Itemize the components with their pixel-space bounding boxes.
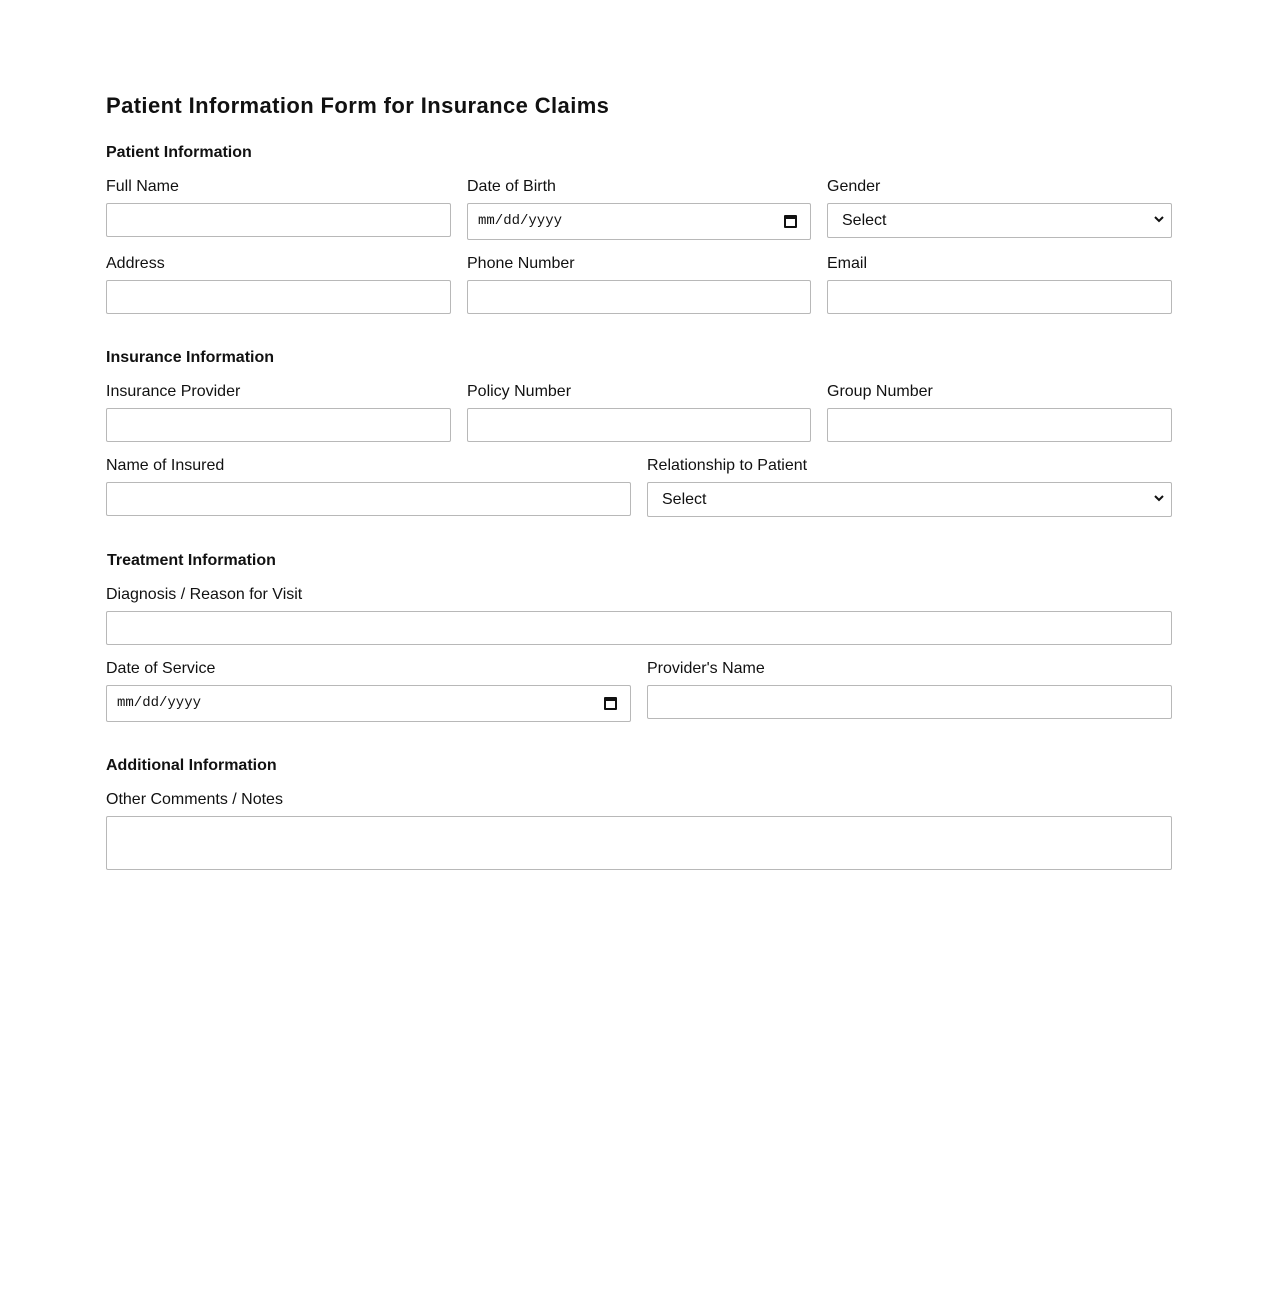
calendar-icon[interactable] xyxy=(604,697,617,710)
comments-field xyxy=(106,792,1172,870)
insurance-provider-field xyxy=(106,384,451,442)
gender-selected-value: Select xyxy=(842,212,887,229)
comments-textarea[interactable] xyxy=(106,816,1172,870)
section-title-patient: Patient Information xyxy=(106,144,252,161)
dob-label: Date of Birth xyxy=(467,178,556,195)
section-title-insurance: Insurance Information xyxy=(106,349,275,366)
policy-number-input[interactable] xyxy=(467,408,811,442)
dob-placeholder: mm/dd/yyyy xyxy=(478,213,563,229)
relationship-label: Relationship to Patient xyxy=(647,457,808,474)
insured-name-input[interactable] xyxy=(106,482,631,516)
relationship-selected-value: Select xyxy=(662,491,707,508)
insurance-provider-input[interactable] xyxy=(106,408,451,442)
phone-label: Phone Number xyxy=(467,255,575,272)
diagnosis-label: Diagnosis / Reason for Visit xyxy=(106,586,303,603)
relationship-select[interactable] xyxy=(647,482,1172,517)
group-number-input[interactable] xyxy=(827,408,1172,442)
chevron-down-icon xyxy=(1152,491,1166,505)
provider-name-input[interactable] xyxy=(647,685,1172,719)
insurance-provider-label: Insurance Provider xyxy=(106,383,241,400)
dob-input[interactable] xyxy=(467,203,811,240)
email-field xyxy=(827,256,1172,314)
phone-field xyxy=(467,256,811,314)
gender-field xyxy=(827,179,1172,238)
page-title: Patient Information Form for Insurance Claims xyxy=(106,93,610,118)
gender-select[interactable] xyxy=(827,203,1172,238)
insured-name-label: Name of Insured xyxy=(106,457,225,474)
diagnosis-field xyxy=(106,587,1172,645)
chevron-down-icon xyxy=(1152,212,1166,226)
gender-label: Gender xyxy=(827,178,881,195)
full-name-label: Full Name xyxy=(106,178,179,195)
comments-label: Other Comments / Notes xyxy=(106,791,283,808)
calendar-icon[interactable] xyxy=(784,215,797,228)
group-number-label: Group Number xyxy=(827,383,933,400)
policy-number-field xyxy=(467,384,811,442)
section-title-treatment: Treatment Information xyxy=(107,552,276,569)
policy-number-label: Policy Number xyxy=(467,383,572,400)
full-name-field xyxy=(106,179,451,237)
date-of-service-input[interactable] xyxy=(106,685,631,722)
diagnosis-input[interactable] xyxy=(106,611,1172,645)
date-of-service-label: Date of Service xyxy=(106,660,216,677)
date-of-service-placeholder: mm/dd/yyyy xyxy=(117,695,202,711)
insured-name-field xyxy=(106,458,631,516)
address-label: Address xyxy=(106,255,165,272)
provider-name-label: Provider's Name xyxy=(647,660,765,677)
group-number-field xyxy=(827,384,1172,442)
date-of-service-field xyxy=(106,661,631,722)
relationship-field xyxy=(647,458,1172,517)
full-name-input[interactable] xyxy=(106,203,451,237)
address-field xyxy=(106,256,451,314)
address-input[interactable] xyxy=(106,280,451,314)
provider-name-field xyxy=(647,661,1172,719)
email-input[interactable] xyxy=(827,280,1172,314)
phone-input[interactable] xyxy=(467,280,811,314)
dob-field xyxy=(467,179,811,240)
email-label: Email xyxy=(827,255,868,272)
section-title-additional: Additional Information xyxy=(106,757,277,774)
